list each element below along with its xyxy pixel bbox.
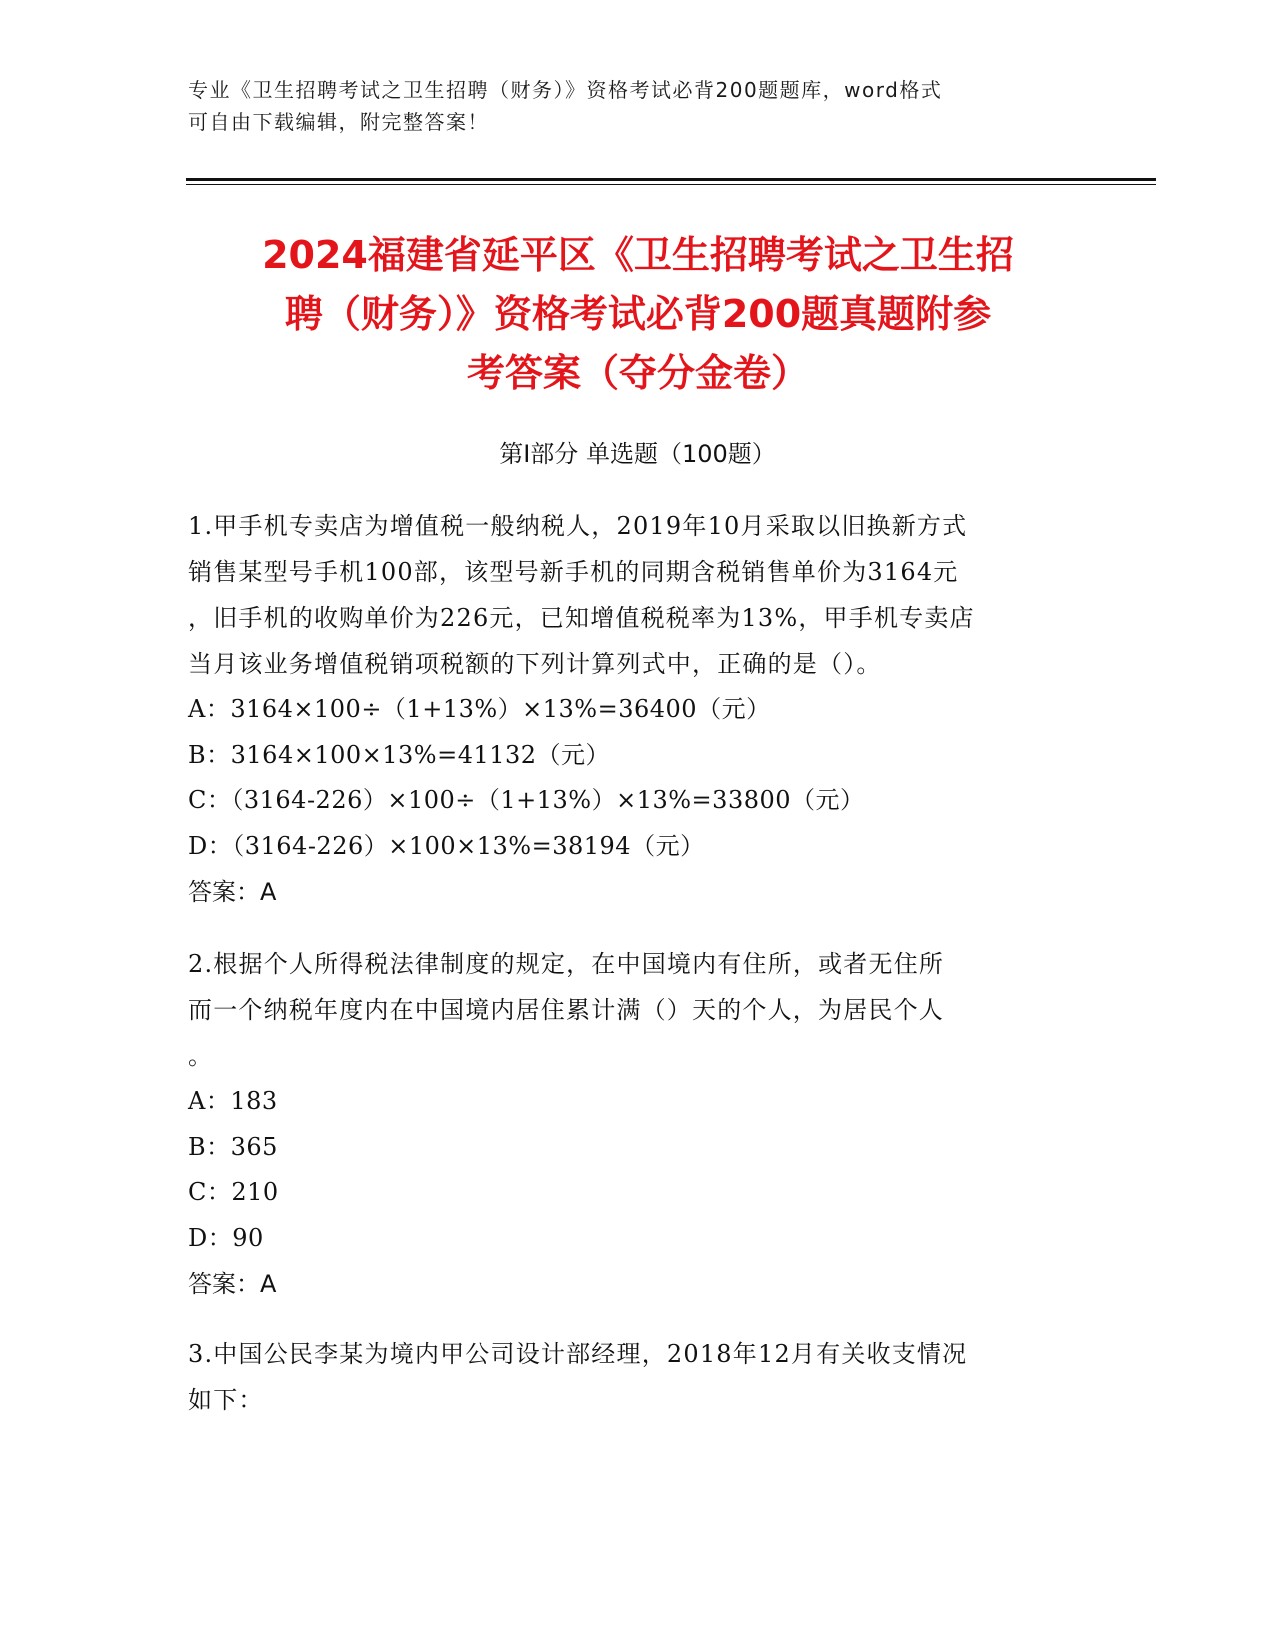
answer-value: A	[260, 1270, 277, 1298]
option-a: A：3164×100÷（1+13%）×13%=36400（元）	[188, 695, 771, 723]
header-note-line-2: 可自由下载编辑，附完整答案！	[188, 110, 489, 134]
question-2	[188, 941, 1088, 1307]
question-stem	[188, 1331, 1088, 1423]
title-line-1: 2024福建省延平区《卫生招聘考试之卫生招	[262, 233, 1014, 277]
option-b: B：3164×100×13%=41132（元）	[188, 740, 611, 769]
stem-line: 3.中国公民李某为境内甲公司设计部经理，2018年12月有关收支情况	[188, 1340, 968, 1368]
stem-line: 如下：	[188, 1386, 264, 1414]
option-d: D：90	[188, 1223, 264, 1252]
question-1	[188, 503, 1088, 915]
title-line-2: 聘（财务）》资格考试必背200题真题附参	[284, 292, 992, 336]
header-note	[188, 74, 1088, 138]
stem-line: 而一个纳税年度内在中国境内居住累计满（）天的个人，为居民个人	[188, 996, 944, 1024]
stem-line: 2.根据个人所得税法律制度的规定，在中国境内有住所，或者无住所	[188, 950, 945, 978]
question-stem	[188, 503, 1088, 687]
section-title: 第Ⅰ部分 单选题（100题）	[499, 440, 776, 468]
option-b: B：365	[188, 1132, 278, 1161]
stem-line: 销售某型号手机100部，该型号新手机的同期含税销售单价为3164元	[188, 558, 959, 586]
header-divider-thin	[186, 184, 1156, 185]
answer-value: A	[260, 878, 277, 906]
question-3	[188, 1331, 1088, 1423]
header-note-line-1: 专业《卫生招聘考试之卫生招聘（财务）》资格考试必背200题题库，word格式	[188, 78, 943, 102]
title-line-3: 考答案（夺分金卷）	[466, 351, 809, 395]
stem-line: 当月该业务增值税销项税额的下列计算列式中，正确的是（）。	[188, 650, 882, 678]
option-d: D：（3164-226）×100×13%=38194（元）	[188, 831, 705, 860]
stem-line: ，旧手机的收购单价为226元，已知增值税税率为13%，甲手机专卖店	[188, 604, 975, 632]
stem-line: 1.甲手机专卖店为增值税一般纳税人，2019年10月采取以旧换新方式	[188, 512, 968, 540]
answer-line	[188, 1262, 1088, 1307]
option-c: C：（3164-226）×100÷（1+13%）×13%=33800（元）	[188, 786, 865, 814]
option-c: C：210	[188, 1178, 279, 1206]
option-a: A：183	[188, 1087, 278, 1115]
question-stem	[188, 941, 1088, 1079]
answer-line	[188, 870, 1088, 915]
stem-line: 。	[188, 1042, 214, 1070]
answer-label: 答案：	[188, 878, 260, 906]
document-title	[168, 226, 1108, 403]
answer-label: 答案：	[188, 1270, 260, 1298]
header-divider-thick	[186, 178, 1156, 181]
